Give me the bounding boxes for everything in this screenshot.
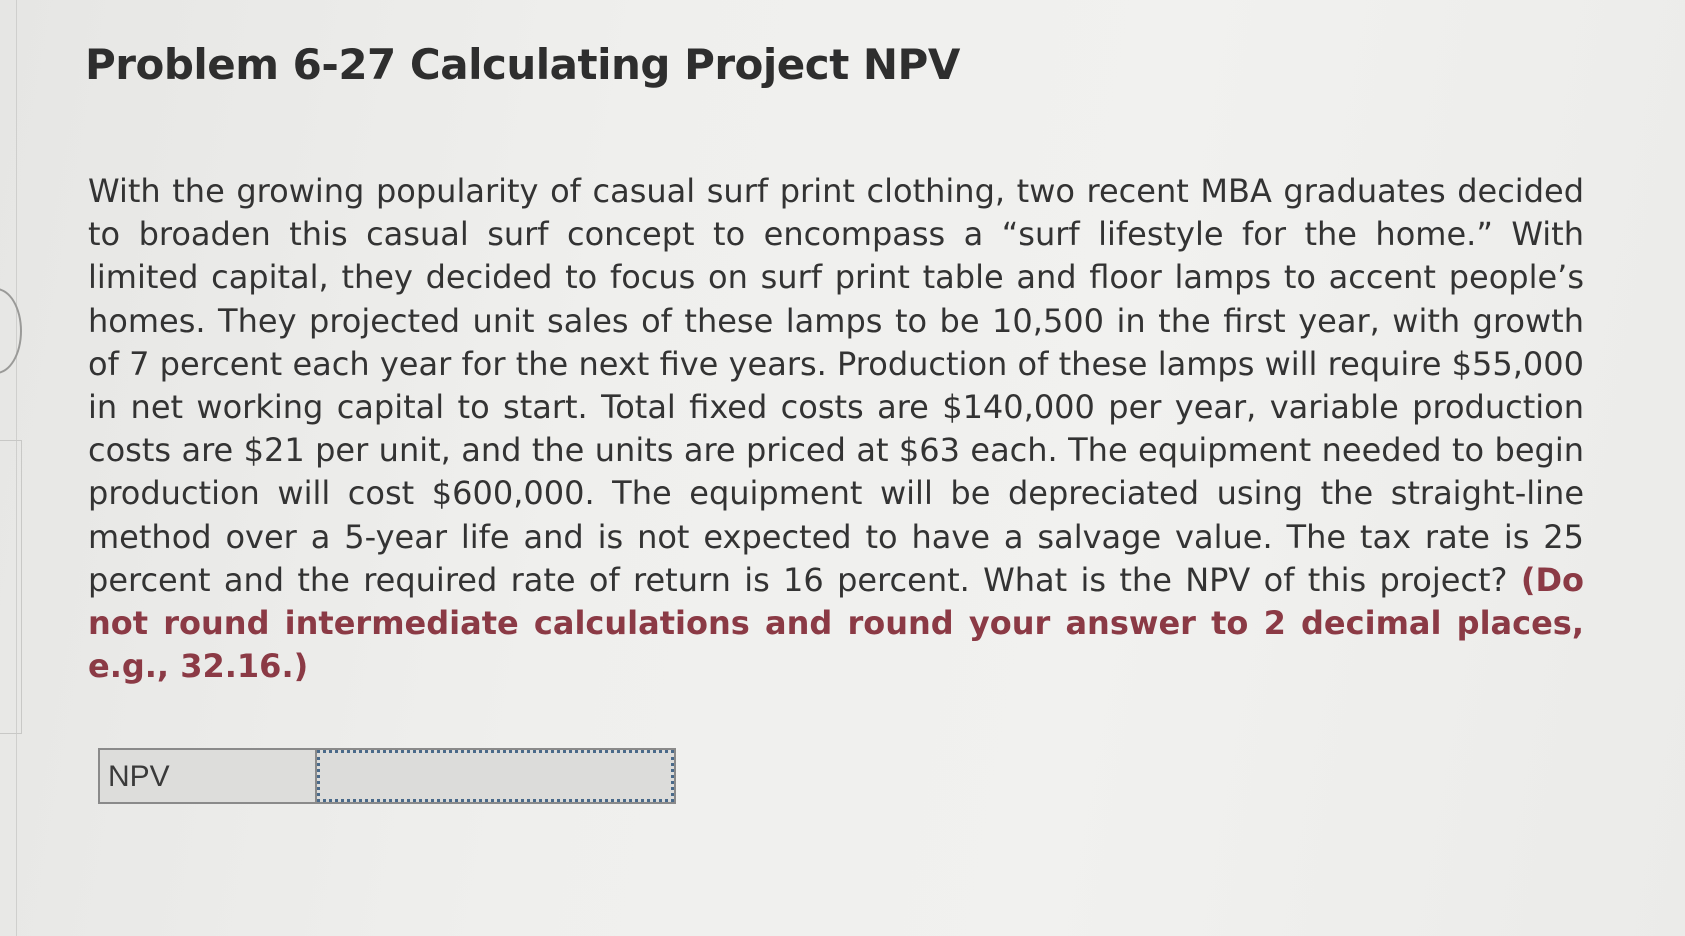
npv-label: NPV bbox=[100, 750, 317, 802]
panel-collapse-handle[interactable] bbox=[0, 288, 22, 374]
npv-input[interactable] bbox=[317, 750, 674, 802]
problem-statement bbox=[88, 170, 1584, 688]
answer-table bbox=[98, 748, 676, 804]
left-panel-frame bbox=[0, 440, 22, 734]
rounding-instruction: (Do not round intermediate calculations and round your answer to 2 decimal places, e.g., 32.16.) bbox=[88, 560, 1585, 686]
problem-text: With the growing popularity of casual surf print clothing, two recent MBA graduates decided to broaden this casual surf concept to encompass a “surf lifestyle for the home.” With limited capital, they decided to focus on surf print table and floor lamps to accent people’s homes. They projected unit sales of these lamps to be 10,500 in the first year, with growth of 7 percent each year for the next five years. Production of these lamps will require $55,000 in net working capital to start. Total fixed costs are $140,000 per year, variable production costs are $21 per unit, and the units are priced at $63 each. The equipment needed to begin production will cost $600,000. The equipment will be depreciated using the straight-line method over a 5-year life and is not expected to have a salvage value. The tax rate is 25 percent and the required rate of return is 16 percent. What is the NPV of this project? bbox=[88, 172, 1584, 599]
problem-title: Problem 6-27 Calculating Project NPV bbox=[85, 40, 960, 89]
